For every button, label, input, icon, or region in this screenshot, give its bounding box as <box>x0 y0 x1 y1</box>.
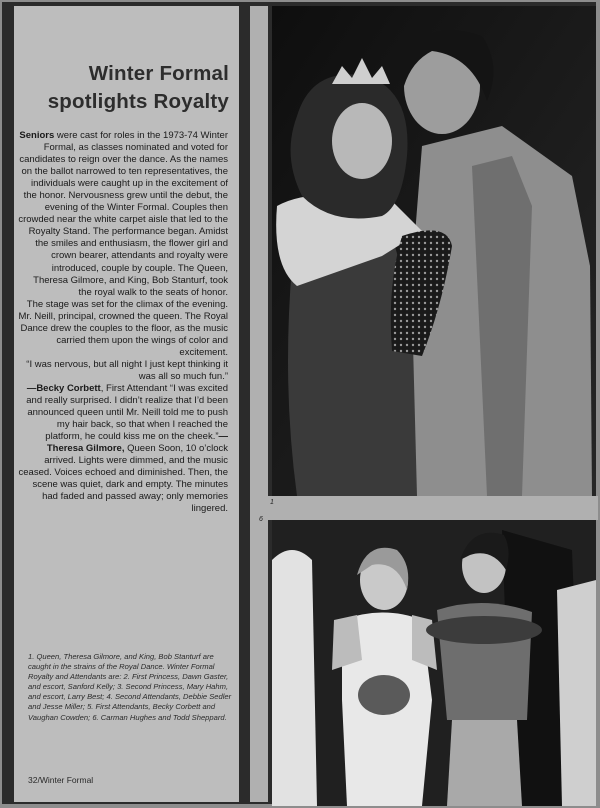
photo-divider <box>268 496 598 520</box>
quote-corbett: “I was nervous, but all night I just kept thinking it was all so much fun.” —Becky Corbett, First Attendant “I was excited and really surprised. I didn’t realize that I’d been announced queen until Mr. Neill told me to push my hair back, so that when I reached the platform, he could kiss me on the cheek.”—Theresa Gilmore, Queen Soon, 10 o’clock arrived. Lights were dimmed, and the music ceased. Voices echoed and diminished. Then, the scene was quiet, dark and empty. The minutes had faded and passed away; only memories lingered. <box>18 358 228 515</box>
gutter <box>250 6 268 802</box>
text-column <box>14 6 239 802</box>
photo-caption: 1. Queen, Theresa Gilmore, and King, Bob Stanturf are caught in the strains of the Royal Dance. Winter Formal Royalty and Attendants are: 2. First Princess, Dawn Gaster, and escort, Sanford Kelly; 3. Second Princess, Mary Hahm, and escort, Larry Best; 4. Second Attendants, Debbie Sedler and Jesse Miller; 5. First Attendants, Becky Corbett and Vaughan Cowden; 6. Carman Hughes and Todd Sheppard. <box>28 652 232 722</box>
page-folio: 32/Winter Formal <box>28 775 94 785</box>
children-illustration <box>272 520 596 806</box>
photo-royal-dance <box>272 6 596 496</box>
royal-dance-illustration <box>272 6 596 496</box>
photo-number-6: 6 <box>259 516 263 523</box>
photo-flower-girl-crown-bearer <box>272 520 596 806</box>
paragraph-intro: Seniors were cast for roles in the 1973-74 Winter Formal, as classes nominated and voted for candidates to reign over the dance. As the names on the ballot narrowed to ten representatives, the individuals were caught up in the excitement of the honor. Nervousness grew until the debut, the evening of the Winter Formal. Couples then crowded near the white carpet aisle that led to the Royalty Stand. The performance began. Amidst the smiles and enthusiasm, the flower girl and crown bearer, attendants and royalty were introduced, couple by couple. The Queen, Theresa Gilmore, and King, Bob Stanturf, took the royal walk to the seats of honor. <box>18 130 228 298</box>
lead-word: Seniors <box>19 130 55 141</box>
yearbook-page <box>2 2 596 804</box>
photo-number-1: 1 <box>270 499 274 506</box>
paragraph-crowning: The stage was set for the climax of the evening. Mr. Neill, principal, crowned the queen. The Royal Dance drew the couples to the floor, as the music carried them upon the wings of color and excitement. <box>18 298 228 358</box>
article-title: Winter Formal spotlights Royalty <box>47 62 229 113</box>
article-body <box>18 130 228 516</box>
